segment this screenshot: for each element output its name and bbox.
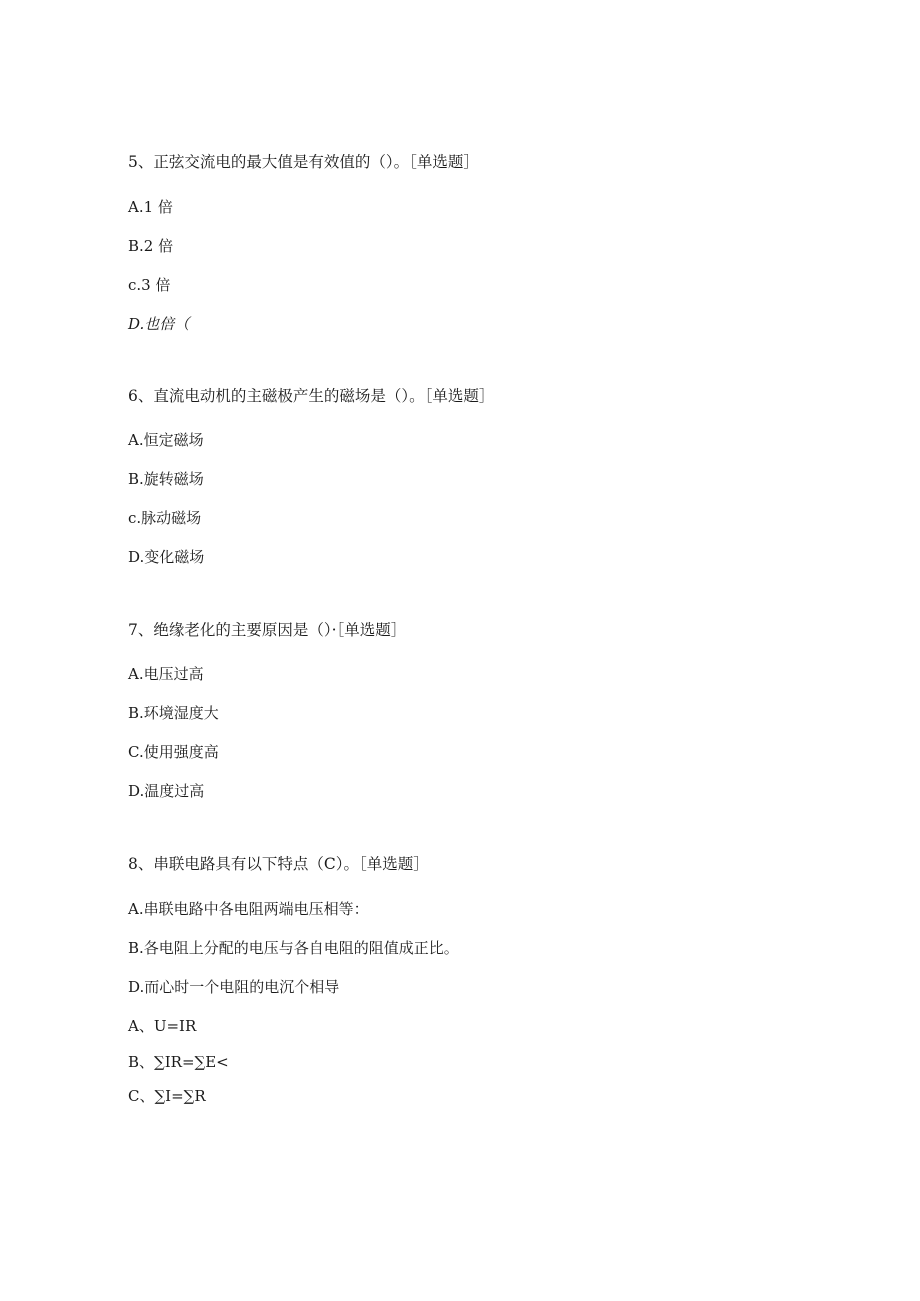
question-5-option-c: c.3 倍 [128,276,171,294]
question-7-title: 7、绝缘老化的主要原因是（）·［单选题］ [128,621,407,639]
question-8-option-5: B、∑IR=∑E< [128,1053,229,1071]
question-7-option-a: A.电压过高 [128,665,204,683]
question-8-option-4: A、U=IR [128,1017,197,1035]
question-5-option-a: A.1 倍 [128,198,173,216]
question-6-option-c: c.脉动磁场 [128,509,202,527]
question-5-option-b: B.2 倍 [128,237,174,255]
question-6-option-a: A.恒定磁场 [128,431,204,449]
question-8-option-3: D.而心时一个电阻的电沉个相导 [128,978,340,996]
question-6-title: 6、直流电动机的主磁极产生的磁场是（）。［单选题］ [128,387,495,405]
question-6-option-d: D.变化磁场 [128,548,205,566]
question-7-option-d: D.温度过高 [128,782,205,800]
question-5-title: 5、正弦交流电的最大值是有效值的（）。［单选题］ [128,153,479,171]
question-7-option-c: C.使用强度高 [128,743,219,761]
question-6-option-b: B.旋转磁场 [128,470,204,488]
question-8-title: 8、串联电路具有以下特点（C）。［单选题］ [128,855,429,873]
question-8-option-1: A.串联电路中各电阻两端电压相等： [128,900,369,918]
question-7-option-b: B.环境湿度大 [128,704,219,722]
question-5-option-d: D.也倍（ [128,315,190,333]
question-8-option-6: C、∑I=∑R [128,1087,206,1105]
question-8-option-2: B.各电阻上分配的电压与各自电阻的阻值成正比。 [128,939,459,957]
